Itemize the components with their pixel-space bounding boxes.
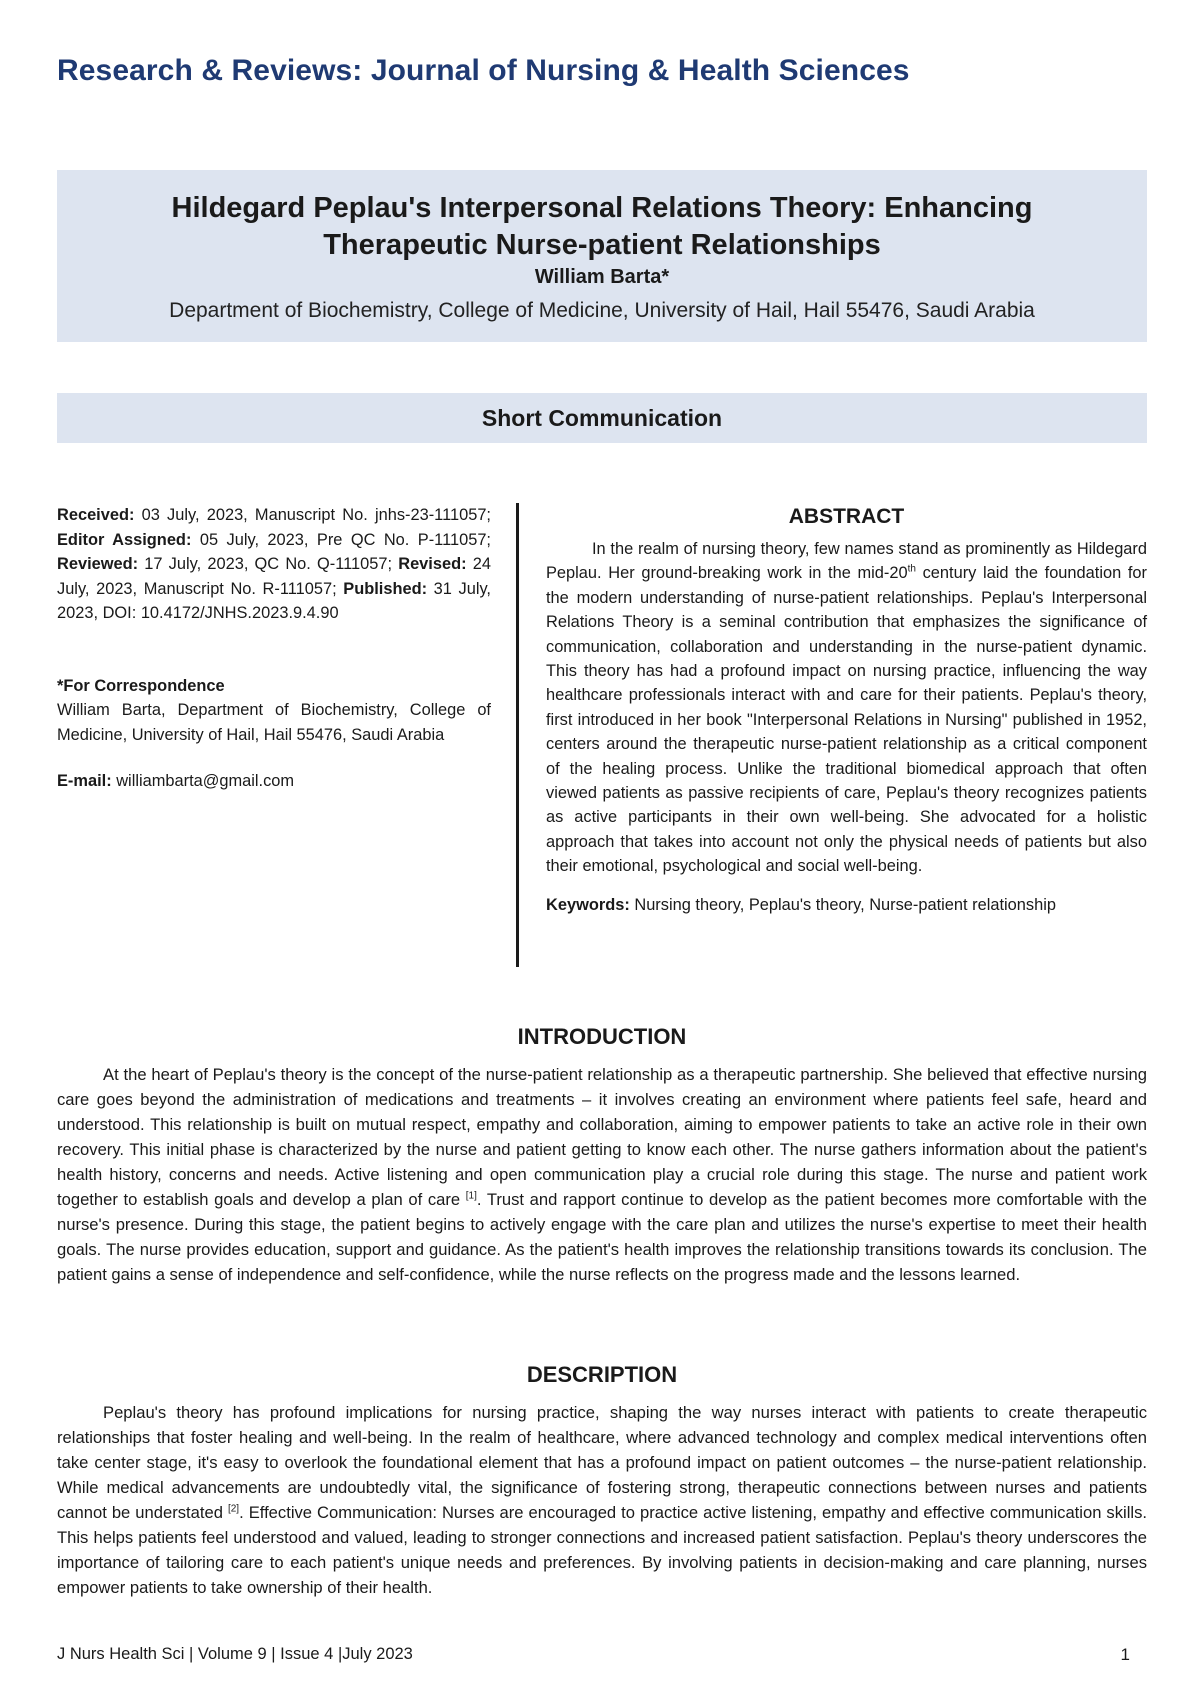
reviewed-text: 17 July, 2023, QC No. Q-111057;: [144, 555, 393, 573]
revised-text: 24 July, 2023, Manuscript No. R-111057;: [57, 555, 491, 598]
keywords-label: Keywords:: [546, 895, 630, 914]
revised-label: Revised:: [398, 555, 467, 573]
article-history: [57, 503, 491, 626]
article-title-line1: Hildegard Peplau's Interpersonal Relations Theory: Enhancing: [171, 192, 1033, 224]
correspondence-block: [57, 674, 491, 748]
title-block: [57, 170, 1147, 342]
description-text-a: Peplau's theory has profound implications for nursing practice, shaping the way nurses interact with patients to create therapeutic relationships that foster healing and well-being. In the realm of healthcare, where advanced technology and complex medical interventions often take center stage, it's easy to overlook the foundational element that has a profound impact on patient outcomes – the nurse-patient relationship. While medical advancements are undoubtedly vital, the significance of fostering strong, therapeutic connections between nurses and patients cannot be understated: [57, 1403, 1147, 1522]
introduction-text-a: At the heart of Peplau's theory is the concept of the nurse-patient relationship as a therapeutic partnership. She believed that effective nursing care goes beyond the administration of medications and treatments – it involves creating an environment where patients feel safe, heard and understood. This relationship is built on mutual respect, empathy and collaboration, aiming to empower patients to take an active role in their own recovery. This initial phase is characterized by the nurse and patient getting to know each other. The nurse gathers information about the patient's health history, concerns and needs. Active listening and open communication play a crucial role during this stage. The nurse and patient work together to establish goals and develop a plan of care: [57, 1065, 1147, 1209]
article-title-line2: Therapeutic Nurse-patient Relationships: [323, 229, 881, 261]
keywords: [546, 893, 1147, 917]
author-name: William Barta*: [534, 266, 670, 288]
footer-citation: J Nurs Health Sci | Volume 9 | Issue 4 |July 2023: [57, 1645, 413, 1663]
abstract-text-b: century laid the foundation for the modern understanding of nurse-patient relationships. Peplau's Interpersonal Relations Theory is a seminal contribution that emphasizes the significance of communication, collaboration and understanding in the nurse-patient dynamic. This theory has had a profound impact on nursing practice, influencing the way healthcare professionals interact with and care for their patients. Peplau's theory, first introduced in her book "Interpersonal Relations in Nursing" published in 1952, centers around the therapeutic nurse-patient relationship as a critical component of the healing process. Unlike the traditional biomedical approach that often viewed patients as passive recipients of care, Peplau's theory recognizes patients as active participants in their own well-being. She advocated for a holistic approach that takes into account not only the physical needs of patients but also their emotional, psychological and social well-being.: [546, 564, 1147, 876]
article-type-banner: Short Communication: [57, 393, 1147, 443]
description-paragraph: [57, 1400, 1147, 1600]
received-text: 03 July, 2023, Manuscript No. jnhs-23-111057;: [141, 506, 491, 524]
editor-assigned-label: Editor Assigned:: [57, 530, 192, 549]
abstract-heading: ABSTRACT: [788, 505, 905, 528]
journal-title: Research & Reviews: Journal of Nursing & Health Sciences: [57, 54, 910, 87]
reviewed-label: Reviewed:: [57, 555, 139, 573]
correspondence-heading: *For Correspondence: [57, 676, 225, 695]
introduction-paragraph: [57, 1062, 1147, 1287]
introduction-heading: INTRODUCTION: [517, 1024, 687, 1049]
email-block: [57, 769, 491, 794]
keywords-text: Nursing theory, Peplau's theory, Nurse-patient relationship: [634, 895, 1056, 914]
abstract-column: [546, 503, 1147, 917]
introduction-citation[interactable]: [1]: [465, 1190, 477, 1202]
abstract-text-a: In the realm of nursing theory, few names stand as prominently as Hildegard Peplau. Her ground-breaking work in the mid-20: [546, 540, 1147, 583]
editor-assigned-text: 05 July, 2023, Pre QC No. P-111057;: [199, 530, 491, 549]
description-heading: DESCRIPTION: [526, 1362, 678, 1387]
email-address[interactable]: williambarta@gmail.com: [116, 772, 295, 790]
description-text-b: . Effective Communication: Nurses are encouraged to practice active listening, empathy and effective communication skills. This helps patients feel understood and valued, leading to stronger connections and increased patient satisfaction. Peplau's theory underscores the importance of tailoring care to each patient's unique needs and preferences. By involving patients in decision-making and care planning, nurses empower patients to take ownership of their health.: [57, 1503, 1147, 1597]
article-title: [97, 190, 1107, 264]
abstract-superscript: th: [907, 563, 916, 575]
received-label: Received:: [57, 506, 135, 524]
email-label: E-mail:: [57, 772, 112, 790]
column-divider: [516, 503, 519, 967]
page-number: 1: [1120, 1645, 1130, 1664]
published-text: 31 July, 2023, DOI: 10.4172/JNHS.2023.9.4.90: [57, 579, 491, 622]
article-info-column: [57, 503, 491, 794]
correspondence-text: William Barta, Department of Biochemistry, College of Medicine, University of Hail, Hail 55476, Saudi Arabia: [57, 701, 491, 744]
author-affiliation: Department of Biochemistry, College of Medicine, University of Hail, Hail 55476, Saudi Arabia: [169, 299, 1035, 322]
introduction-text-b: . Trust and rapport continue to develop as the patient becomes more comfortable with the nurse's presence. During this stage, the patient begins to actively engage with the care plan and utilizes the nurse's expertise to meet their health goals. The nurse provides education, support and guidance. As the patient's health improves the relationship transitions towards its conclusion. The patient gains a sense of independence and self-confidence, while the nurse reflects on the progress made and the lessons learned.: [57, 1190, 1148, 1284]
published-label: Published:: [343, 579, 428, 598]
description-citation[interactable]: [2]: [227, 1503, 240, 1515]
abstract-text: [546, 537, 1147, 879]
